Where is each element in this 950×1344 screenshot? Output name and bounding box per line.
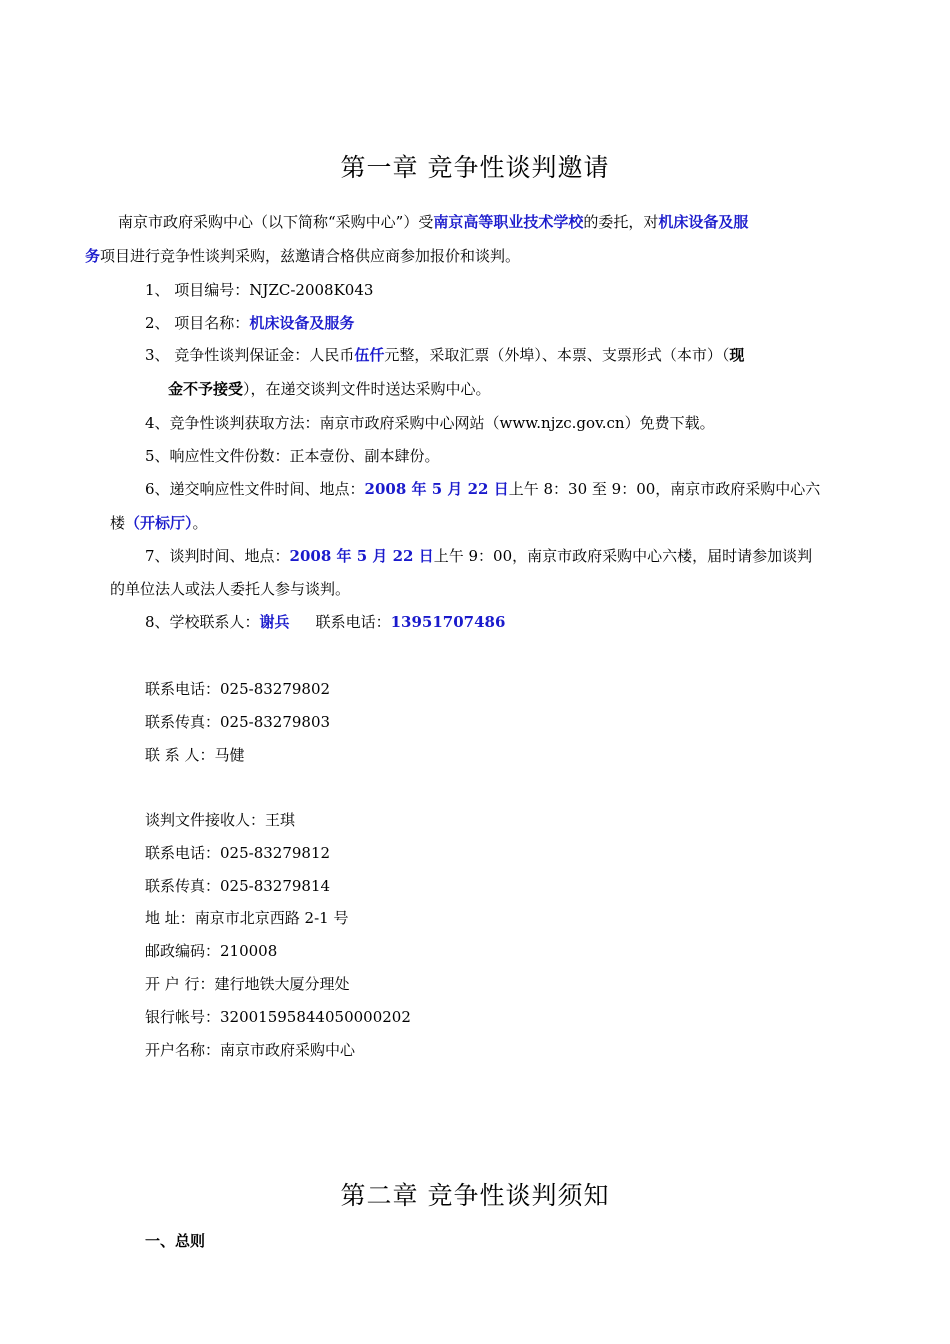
chapter-1-title: 第一章 竞争性谈判邀请 — [340, 153, 610, 182]
chapter-2-title: 第二章 竞争性谈判须知 — [340, 1181, 610, 1210]
receiver-phone: 联系电话：025-83279812 — [145, 844, 331, 862]
item-7-line-2: 的单位法人或法人委托人参与谈判。 — [110, 580, 351, 598]
item-8-label: 8、学校联系人： — [145, 613, 260, 631]
item-6-line-2-end: 。 — [192, 514, 208, 532]
item-1: 1、 项目编号：NJZC-2008K043 — [145, 281, 374, 299]
contact-phone: 联系电话：025-83279802 — [145, 680, 331, 698]
contact-person: 联 系 人：马健 — [145, 746, 245, 764]
bank-account: 银行帐号：32001595844050000202 — [145, 1008, 411, 1026]
intro-line-2 — [85, 246, 520, 266]
deposit-amount: 伍仟 — [354, 346, 385, 364]
receiver-fax: 联系传真：025-83279814 — [145, 877, 331, 895]
intro-text-3: 项目进行竞争性谈判采购，兹邀请合格供应商参加报价和谈判。 — [100, 247, 521, 265]
item-6-line-2-start: 楼 — [110, 514, 126, 532]
item-3-line-2 — [168, 379, 491, 399]
project-name-part-b: 务 — [85, 247, 101, 265]
item-8 — [145, 612, 505, 632]
school-contact-name: 谢兵 — [259, 613, 290, 631]
school-contact-phone: 13951707486 — [390, 613, 506, 631]
item-7-rest: 上午 9：00，南京市政府采购中心六楼，届时请参加谈判 — [433, 547, 813, 565]
item-6-room: （开标厅） — [125, 514, 193, 532]
item-2-label: 2、 项目名称： — [145, 314, 250, 332]
item-6-line-2 — [110, 513, 208, 533]
project-name-part-a: 机床设备及服 — [658, 213, 749, 231]
intro-line-1 — [118, 212, 748, 232]
address: 地 址：南京市北京西路 2-1 号 — [145, 909, 349, 927]
item-3-bold-b: 金不予接受 — [168, 380, 244, 398]
intro-text-1: 南京市政府采购中心（以下简称“采购中心”）受 — [118, 213, 434, 231]
school-name: 南京高等职业技术学校 — [433, 213, 584, 231]
section-heading-general: 一、总则 — [145, 1232, 206, 1250]
item-8-phone-label: 联系电话： — [315, 613, 391, 631]
item-4: 4、竞争性谈判获取方法：南京市政府采购中心网站（www.njzc.gov.cn）免费下载。 — [145, 414, 715, 432]
item-2 — [145, 313, 354, 333]
intro-text-2: 的委托，对 — [583, 213, 659, 231]
postcode: 邮政编码：210008 — [145, 942, 278, 960]
item-6-date: 2008 年 5 月 22 日 — [364, 480, 509, 498]
item-2-value: 机床设备及服务 — [249, 314, 355, 332]
bank: 开 户 行：建行地铁大厦分理处 — [145, 975, 350, 993]
item-3-bold-a: 现 — [729, 346, 745, 364]
item-5: 5、响应性文件份数：正本壹份、副本肆份。 — [145, 447, 440, 465]
item-7-date: 2008 年 5 月 22 日 — [289, 547, 434, 565]
item-6-label: 6、递交响应性文件时间、地点： — [145, 480, 365, 498]
item-6-rest: 上午 8：30 至 9：00，南京市政府采购中心六 — [508, 480, 821, 498]
item-3-line-1 — [145, 345, 744, 365]
item-7-line-1 — [145, 546, 812, 566]
item-3-rest: 元整，采取汇票（外埠）、本票、支票形式（本市）（ — [384, 346, 730, 364]
receiver: 谈判文件接收人：王琪 — [145, 811, 296, 829]
contact-fax: 联系传真：025-83279803 — [145, 713, 331, 731]
account-name: 开户名称：南京市政府采购中心 — [145, 1041, 356, 1059]
item-3-label: 3、 竞争性谈判保证金：人民币 — [145, 346, 355, 364]
item-3-end: ），在递交谈判文件时送达采购中心。 — [243, 380, 491, 398]
item-7-label: 7、谈判时间、地点： — [145, 547, 290, 565]
item-6-line-1 — [145, 479, 820, 499]
